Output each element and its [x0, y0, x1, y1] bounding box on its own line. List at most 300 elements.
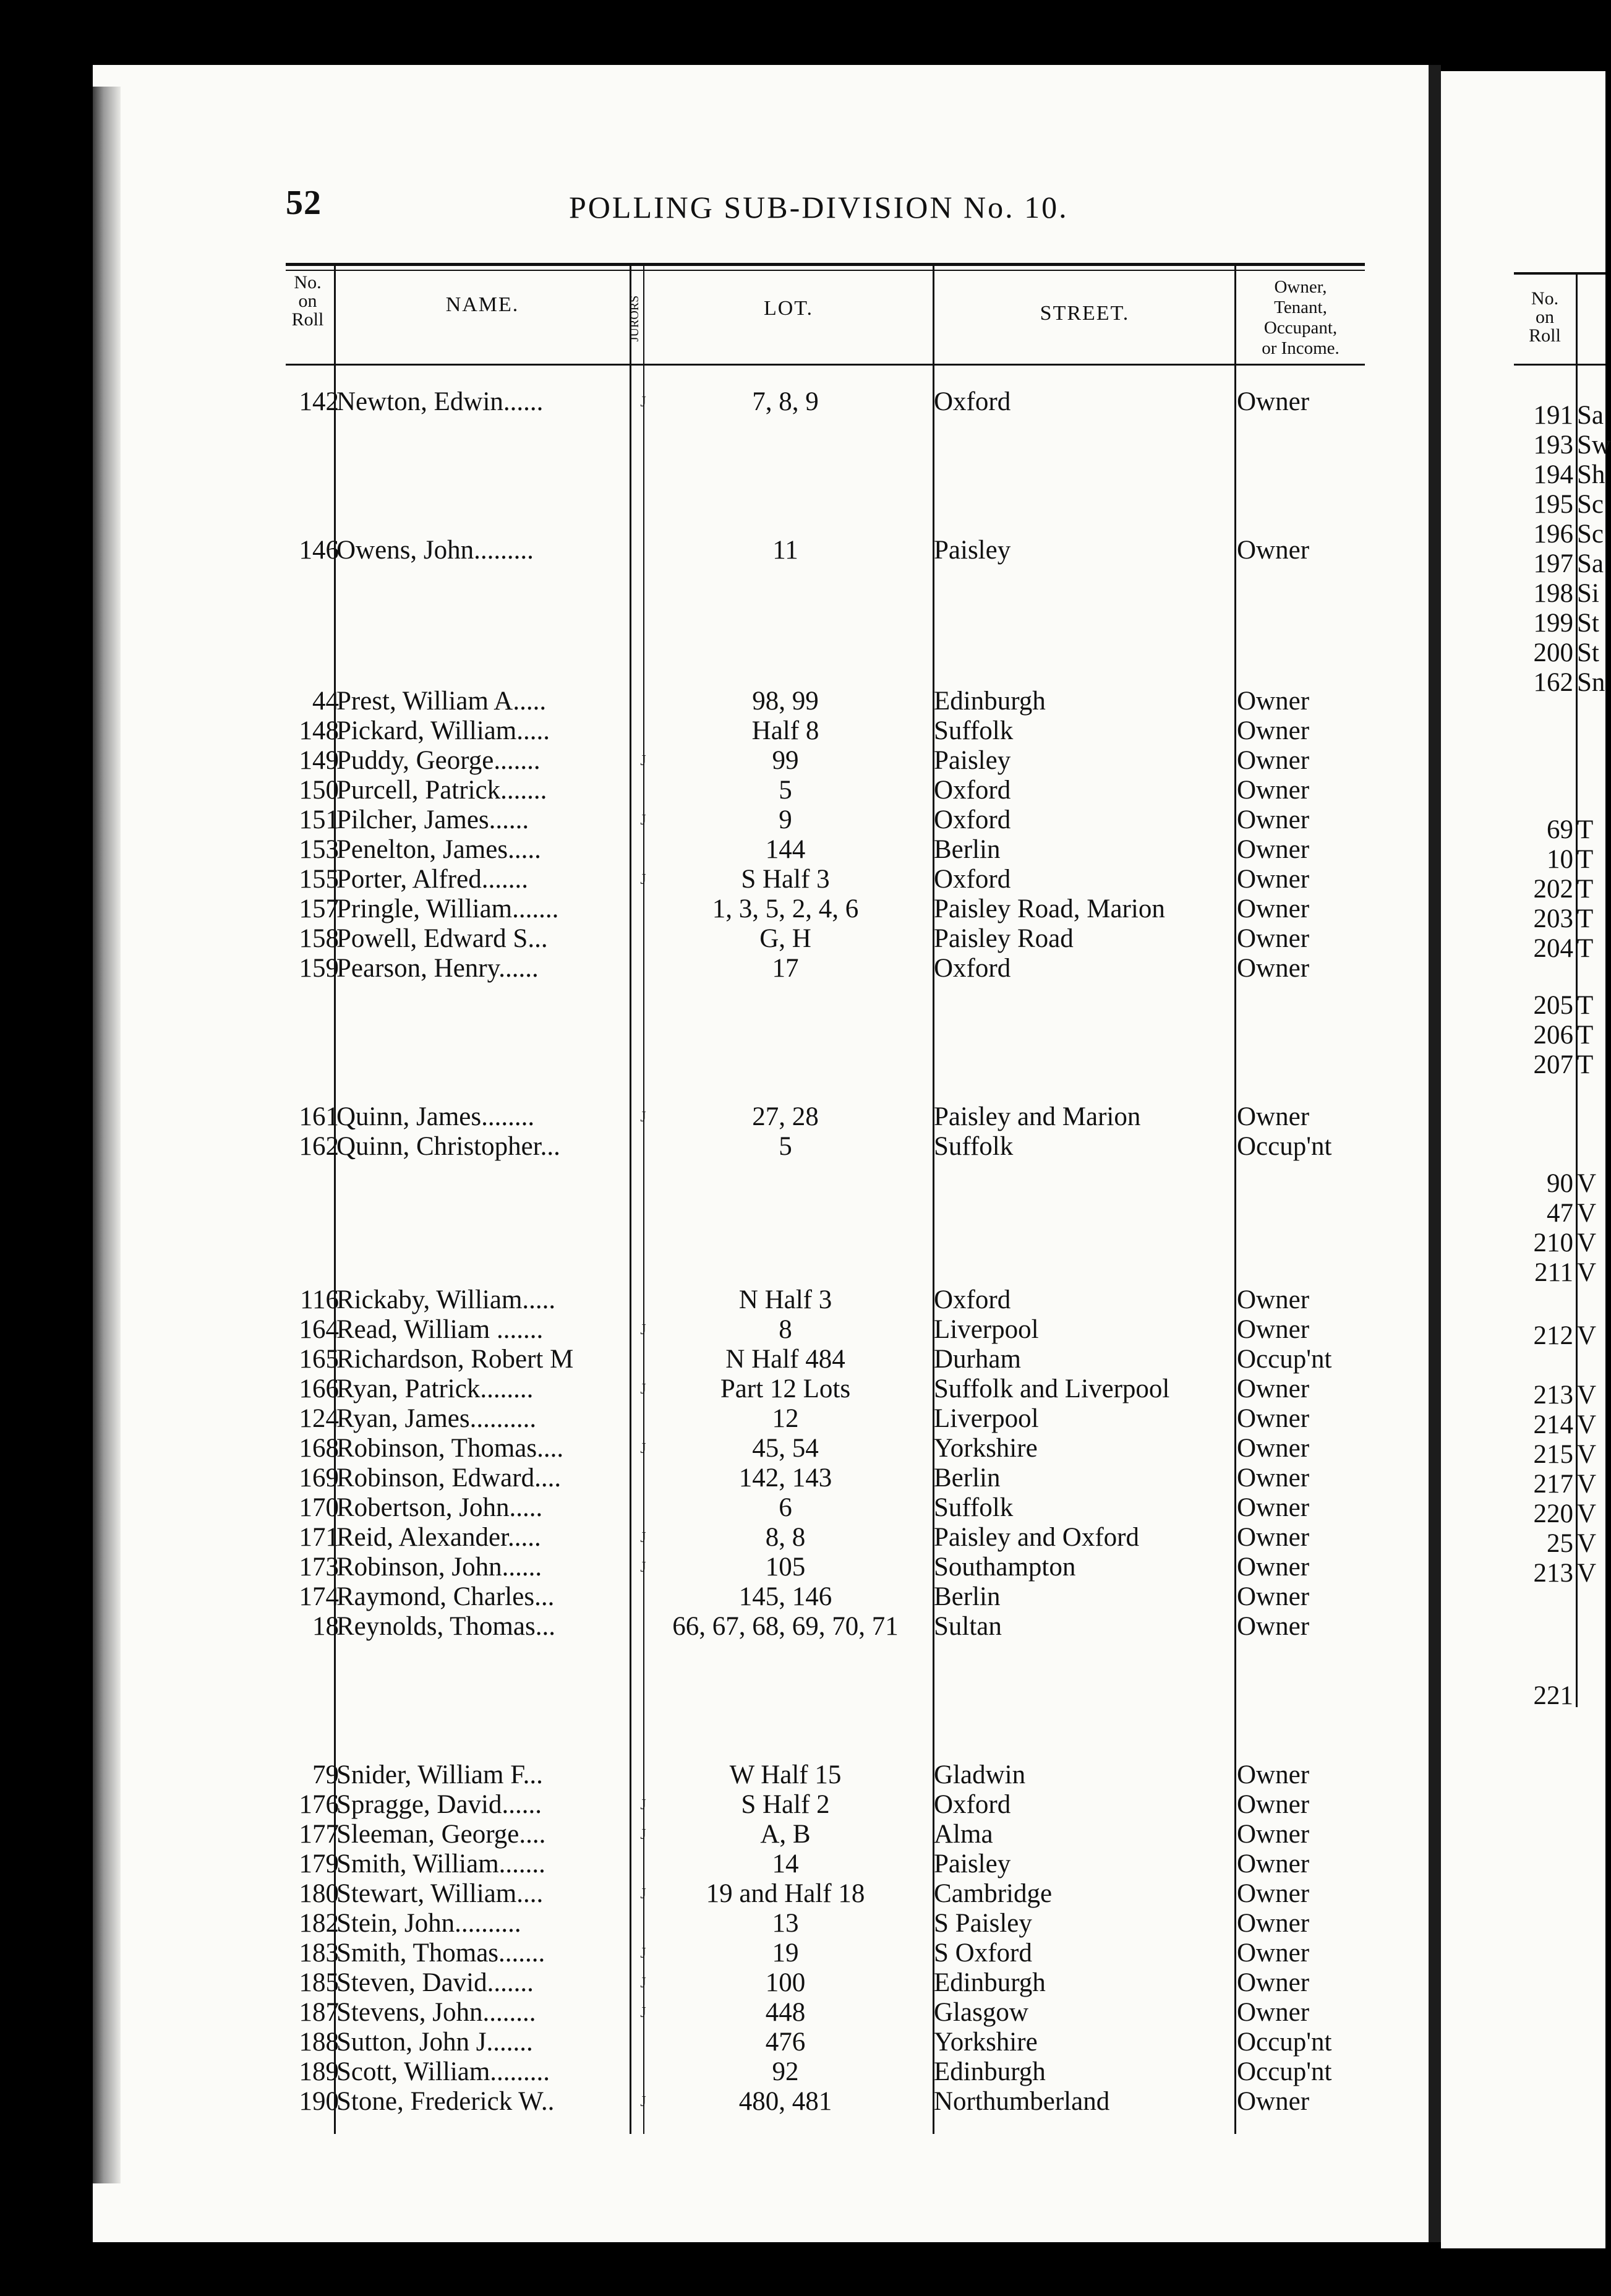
next-name-fragment: V: [1577, 1228, 1597, 1257]
voter-name: Stewart, William....: [336, 1879, 544, 1908]
lot-number: 145, 146: [738, 1582, 832, 1611]
juror-mark: J: [640, 1559, 646, 1575]
juror-mark: J: [640, 1797, 646, 1813]
street-name: Oxford: [934, 1790, 1011, 1819]
tenure-status: Owner: [1237, 746, 1310, 775]
col-header-no-on-roll: No. on Roll: [291, 272, 324, 330]
voter-name: Puddy, George.......: [336, 746, 541, 775]
next-name-fragment: V: [1577, 1499, 1597, 1528]
right-page-edge: [1441, 71, 1605, 2248]
roll-number: 190: [299, 2087, 339, 2116]
voter-name: Stein, John..........: [336, 1909, 521, 1938]
next-name-fragment: V: [1577, 1529, 1597, 1558]
lot-number: 8: [779, 1315, 792, 1344]
lot-number: 8, 8: [765, 1523, 806, 1552]
roll-number: 158: [299, 924, 339, 953]
lot-number: Half 8: [751, 716, 819, 745]
next-roll-number: 69: [1547, 815, 1573, 844]
tenure-status: Owner: [1237, 1849, 1310, 1878]
roll-number: 153: [299, 835, 339, 864]
next-roll-number: 213: [1533, 1381, 1573, 1410]
street-name: Southampton: [934, 1553, 1076, 1582]
tenure-status: Owner: [1237, 687, 1310, 716]
tenure-status: Occup'nt: [1237, 2057, 1332, 2086]
next-roll-number: 191: [1533, 401, 1573, 430]
voter-name: Pickard, William.....: [336, 716, 550, 745]
roll-number: 168: [299, 1434, 339, 1463]
col-header-jurors: JURORS: [628, 295, 641, 342]
table-row: [0, 1463, 1422, 1493]
next-name-fragment: Sc: [1577, 490, 1604, 519]
street-name: Berlin: [934, 1463, 1001, 1493]
page-title: POLLING SUB-DIVISION No. 10.: [569, 190, 1069, 225]
juror-mark: J: [640, 1886, 646, 1902]
table-row: [0, 1612, 1422, 1642]
roll-number: 79: [312, 1760, 339, 1789]
lot-number: 448: [765, 1998, 806, 2027]
street-name: Paisley: [934, 1849, 1011, 1878]
tenure-status: Owner: [1237, 1879, 1310, 1908]
next-name-fragment: T: [1577, 1021, 1594, 1050]
next-name-fragment: T: [1577, 904, 1594, 933]
table-row: [0, 1879, 1422, 1909]
table-row: [0, 835, 1422, 865]
table-row: [0, 805, 1422, 835]
roll-number: 176: [299, 1790, 339, 1819]
roll-number: 185: [299, 1968, 339, 1997]
next-name-fragment: V: [1577, 1321, 1597, 1350]
street-name: Alma: [934, 1820, 993, 1849]
tenure-status: Owner: [1237, 1493, 1310, 1522]
tenure-status: Owner: [1237, 1612, 1310, 1641]
next-name-fragment: T: [1577, 934, 1594, 963]
next-roll-number: 220: [1533, 1499, 1573, 1528]
table-row: [0, 536, 1422, 565]
street-name: Oxford: [934, 865, 1011, 894]
juror-mark: J: [640, 1975, 646, 1991]
voter-name: Robinson, Edward....: [336, 1463, 562, 1493]
street-name: Liverpool: [934, 1404, 1039, 1433]
street-name: Suffolk: [934, 716, 1014, 745]
next-name-fragment: St: [1577, 638, 1599, 667]
street-name: Edinburgh: [934, 687, 1046, 716]
next-name-fragment: Si: [1577, 579, 1599, 608]
table-row: [0, 894, 1422, 924]
voter-name: Raymond, Charles...: [336, 1582, 555, 1611]
table-row: [0, 1374, 1422, 1404]
table-row: [0, 687, 1422, 716]
next-roll-number: 215: [1533, 1440, 1573, 1469]
lot-number: S Half 2: [741, 1790, 830, 1819]
juror-mark: J: [640, 2005, 646, 2021]
street-name: Paisley: [934, 536, 1011, 565]
next-name-fragment: T: [1577, 815, 1594, 844]
juror-mark: J: [640, 1827, 646, 1843]
voter-name: Stevens, John........: [336, 1998, 536, 2027]
table-row: [0, 1909, 1422, 1938]
voter-name: Robertson, John.....: [336, 1493, 543, 1522]
lot-number: 27, 28: [752, 1102, 819, 1131]
roll-number: 187: [299, 1998, 339, 2027]
voter-name: Ryan, Patrick........: [336, 1374, 534, 1403]
next-roll-number: 200: [1533, 638, 1573, 667]
tenure-status: Owner: [1237, 1582, 1310, 1611]
tenure-status: Owner: [1237, 1938, 1310, 1968]
voter-name: Smith, Thomas.......: [336, 1938, 545, 1968]
table-row: [0, 1345, 1422, 1374]
voter-name: Robinson, Thomas....: [336, 1434, 564, 1463]
lot-number: 6: [779, 1493, 792, 1522]
voter-name: Stone, Frederick W..: [336, 2087, 555, 2116]
table-row: [0, 1553, 1422, 1582]
tenure-status: Owner: [1237, 894, 1310, 923]
next-roll-number: 198: [1533, 579, 1573, 608]
next-roll-number: 196: [1533, 520, 1573, 549]
roll-number: 164: [299, 1315, 339, 1344]
street-name: Edinburgh: [934, 2057, 1046, 2086]
lot-number: 19 and Half 18: [706, 1879, 865, 1908]
lot-number: 7, 8, 9: [752, 387, 819, 416]
next-roll-number: 199: [1533, 609, 1573, 638]
next-name-fragment: V: [1577, 1381, 1597, 1410]
juror-mark: J: [640, 1109, 646, 1125]
next-name-fragment: T: [1577, 845, 1594, 874]
next-header-top-rule: [1514, 272, 1605, 275]
lot-number: 13: [772, 1909, 799, 1938]
roll-number: 183: [299, 1938, 339, 1968]
voter-name: Spragge, David......: [336, 1790, 542, 1819]
table-row: [0, 924, 1422, 954]
lot-number: 99: [772, 746, 799, 775]
next-name-fragment: T: [1577, 875, 1594, 904]
lot-number: W Half 15: [729, 1760, 842, 1789]
table-row: [0, 954, 1422, 983]
col-header-name: NAME.: [445, 293, 519, 316]
table-row: [0, 2087, 1422, 2117]
next-roll-number: 197: [1533, 549, 1573, 578]
lot-number: 12: [772, 1404, 799, 1433]
table-row: [0, 1790, 1422, 1820]
tenure-status: Owner: [1237, 1909, 1310, 1938]
table-row: [0, 746, 1422, 776]
roll-number: 159: [299, 954, 339, 983]
street-name: Yorkshire: [934, 2028, 1038, 2057]
roll-number: 174: [299, 1582, 339, 1611]
voter-name: Quinn, Christopher...: [336, 1132, 560, 1161]
tenure-status: Owner: [1237, 536, 1310, 565]
next-roll-number: 214: [1533, 1410, 1573, 1439]
voter-name: Robinson, John......: [336, 1553, 542, 1582]
lot-number: 100: [765, 1968, 806, 1997]
lot-number: 92: [772, 2057, 799, 2086]
roll-number: 177: [299, 1820, 339, 1849]
roll-number: 179: [299, 1849, 339, 1878]
street-name: Oxford: [934, 954, 1011, 983]
tenure-status: Owner: [1237, 1998, 1310, 2027]
tenure-status: Owner: [1237, 1523, 1310, 1552]
tenure-status: Occup'nt: [1237, 1132, 1332, 1161]
lot-number: 66, 67, 68, 69, 70, 71: [672, 1612, 899, 1641]
roll-number: 124: [299, 1404, 339, 1433]
tenure-status: Owner: [1237, 1102, 1310, 1131]
next-roll-number: 210: [1533, 1228, 1573, 1257]
voter-name: Reid, Alexander.....: [336, 1523, 541, 1552]
table-row: [0, 776, 1422, 805]
tenure-status: Owner: [1237, 1553, 1310, 1582]
table-row: [0, 1938, 1422, 1968]
roll-number: 44: [312, 687, 339, 716]
table-row: [0, 1760, 1422, 1790]
lot-number: Part 12 Lots: [720, 1374, 851, 1403]
street-name: S Oxford: [934, 1938, 1032, 1968]
lot-number: 98, 99: [752, 687, 819, 716]
street-name: Northumberland: [934, 2087, 1110, 2116]
roll-number: 155: [299, 865, 339, 894]
roll-number: 189: [299, 2057, 339, 2086]
table-row: [0, 1132, 1422, 1162]
street-name: Paisley and Marion: [934, 1102, 1141, 1131]
next-roll-number: 25: [1547, 1529, 1573, 1558]
roll-number: 142: [299, 387, 339, 416]
tenure-status: Owner: [1237, 1374, 1310, 1403]
lot-number: 476: [765, 2028, 806, 2057]
next-roll-number: 202: [1533, 875, 1573, 904]
lot-number: N Half 484: [725, 1345, 845, 1374]
lot-number: 480, 481: [738, 2087, 832, 2116]
lot-number: 142, 143: [738, 1463, 832, 1493]
juror-mark: J: [640, 2094, 646, 2110]
next-roll-number: 10: [1547, 845, 1573, 874]
street-name: Cambridge: [934, 1879, 1053, 1908]
voter-name: Newton, Edwin......: [336, 387, 544, 416]
tenure-status: Owner: [1237, 1968, 1310, 1997]
voter-name: Ryan, James..........: [336, 1404, 537, 1433]
next-roll-number: 206: [1533, 1021, 1573, 1050]
tenure-status: Owner: [1237, 1404, 1310, 1433]
col-header-street: STREET.: [1040, 302, 1130, 325]
tenure-status: Occup'nt: [1237, 1345, 1332, 1374]
tenure-status: Owner: [1237, 716, 1310, 745]
next-col-header-no-on-roll: No. on Roll: [1529, 288, 1561, 346]
voter-name: Steven, David.......: [336, 1968, 534, 1997]
next-roll-number: 195: [1533, 490, 1573, 519]
roll-number: 171: [299, 1523, 339, 1552]
roll-number: 149: [299, 746, 339, 775]
street-name: Liverpool: [934, 1315, 1039, 1344]
lot-number: G, H: [759, 924, 811, 953]
roll-number: 161: [299, 1102, 339, 1131]
table-row: [0, 387, 1422, 417]
table-row: [0, 2057, 1422, 2087]
street-name: Suffolk: [934, 1493, 1014, 1522]
table-row: [0, 1285, 1422, 1315]
voter-name: Owens, John.........: [336, 536, 534, 565]
next-roll-number: 212: [1533, 1321, 1573, 1350]
street-name: Paisley Road: [934, 924, 1074, 953]
tenure-status: Owner: [1237, 1820, 1310, 1849]
roll-number: 166: [299, 1374, 339, 1403]
roll-number: 148: [299, 716, 339, 745]
lot-number: 5: [779, 1132, 792, 1161]
voter-name: Pearson, Henry......: [336, 954, 539, 983]
next-name-fragment: Sn: [1577, 668, 1605, 697]
street-name: Gladwin: [934, 1760, 1026, 1789]
street-name: Oxford: [934, 1285, 1011, 1314]
street-name: Paisley Road, Marion: [934, 894, 1165, 923]
next-roll-number: 205: [1533, 991, 1573, 1020]
tenure-status: Owner: [1237, 387, 1310, 416]
col-header-owner: Owner, Tenant, Occupant, or Income.: [1262, 277, 1340, 358]
roll-number: 169: [299, 1463, 339, 1493]
voter-name: Read, William .......: [336, 1315, 544, 1344]
lot-number: 9: [779, 805, 792, 834]
table-row: [0, 1968, 1422, 1998]
next-name-fragment: V: [1577, 1169, 1597, 1198]
juror-mark: J: [640, 812, 646, 828]
street-name: Glasgow: [934, 1998, 1028, 2027]
street-name: Oxford: [934, 776, 1011, 805]
next-roll-number: 47: [1547, 1199, 1573, 1228]
tenure-status: Owner: [1237, 2087, 1310, 2116]
street-name: Durham: [934, 1345, 1021, 1374]
juror-mark: J: [640, 872, 646, 888]
next-roll-number: 217: [1533, 1470, 1573, 1499]
roll-number: 162: [299, 1132, 339, 1161]
table-row: [0, 2028, 1422, 2057]
next-roll-number: 90: [1547, 1169, 1573, 1198]
street-name: Paisley and Oxford: [934, 1523, 1139, 1552]
tenure-status: Owner: [1237, 1434, 1310, 1463]
next-name-fragment: V: [1577, 1470, 1597, 1499]
next-name-fragment: Sh: [1577, 460, 1605, 489]
street-name: S Paisley: [934, 1909, 1032, 1938]
voter-name: Richardson, Robert M: [336, 1345, 574, 1374]
lot-number: 45, 54: [752, 1434, 819, 1463]
voter-name: Scott, William.........: [336, 2057, 550, 2086]
voter-name: Powell, Edward S...: [336, 924, 548, 953]
street-name: Berlin: [934, 835, 1001, 864]
street-name: Oxford: [934, 387, 1011, 416]
tenure-status: Owner: [1237, 1790, 1310, 1819]
street-name: Edinburgh: [934, 1968, 1046, 1997]
table-row: [0, 1315, 1422, 1345]
lot-number: 5: [779, 776, 792, 805]
street-name: Suffolk and Liverpool: [934, 1374, 1170, 1403]
table-row: [0, 1102, 1422, 1132]
roll-number: 188: [299, 2028, 339, 2057]
next-name-fragment: Sc: [1577, 520, 1604, 549]
roll-number: 170: [299, 1493, 339, 1522]
roll-number: 182: [299, 1909, 339, 1938]
street-name: Suffolk: [934, 1132, 1014, 1161]
next-name-fragment: Sa: [1577, 549, 1604, 578]
next-name-fragment: V: [1577, 1258, 1597, 1287]
page-number: 52: [286, 184, 322, 222]
table-row: [0, 1404, 1422, 1434]
voter-name: Rickaby, William.....: [336, 1285, 556, 1314]
table-row: [0, 716, 1422, 746]
table-row: [0, 1523, 1422, 1553]
tenure-status: Owner: [1237, 776, 1310, 805]
next-name-fragment: V: [1577, 1410, 1597, 1439]
table-row: [0, 1582, 1422, 1612]
roll-number: 173: [299, 1553, 339, 1582]
juror-mark: J: [640, 1441, 646, 1457]
tenure-status: Occup'nt: [1237, 2028, 1332, 2057]
lot-number: 1, 3, 5, 2, 4, 6: [712, 894, 859, 923]
tenure-status: Owner: [1237, 805, 1310, 834]
voter-name: Snider, William F...: [336, 1760, 543, 1789]
next-roll-number: 204: [1533, 934, 1573, 963]
roll-number: 18: [312, 1612, 339, 1641]
juror-mark: J: [640, 394, 646, 410]
roll-number: 180: [299, 1879, 339, 1908]
juror-mark: J: [640, 1322, 646, 1338]
voter-name: Sleeman, George....: [336, 1820, 546, 1849]
voter-name: Pringle, William.......: [336, 894, 559, 923]
juror-mark: J: [640, 1381, 646, 1397]
roll-number: 116: [300, 1285, 339, 1314]
lot-number: A, B: [760, 1820, 811, 1849]
lot-number: 105: [765, 1553, 806, 1582]
next-roll-number: 194: [1533, 460, 1573, 489]
voter-name: Porter, Alfred.......: [336, 865, 528, 894]
next-name-fragment: V: [1577, 1559, 1597, 1588]
voter-name: Quinn, James........: [336, 1102, 535, 1131]
next-roll-number: 193: [1533, 430, 1573, 460]
next-roll-number: 162: [1533, 668, 1573, 697]
table-row: [0, 1820, 1422, 1849]
next-name-fragment: V: [1577, 1199, 1597, 1228]
next-roll-number: 213: [1533, 1559, 1573, 1588]
header-bottom-rule-right: [1514, 364, 1605, 366]
col-header-lot: LOT.: [763, 297, 814, 320]
next-roll-number: 203: [1533, 904, 1573, 933]
juror-mark: J: [640, 753, 646, 769]
roll-number: 157: [299, 894, 339, 923]
tenure-status: Owner: [1237, 835, 1310, 864]
lot-number: 17: [772, 954, 799, 983]
roll-number: 146: [299, 536, 339, 565]
next-name-fragment: T: [1577, 991, 1594, 1020]
voter-name: Pilcher, James......: [336, 805, 529, 834]
roll-number: 165: [299, 1345, 339, 1374]
tenure-status: Owner: [1237, 1315, 1310, 1344]
roll-number: 151: [299, 805, 339, 834]
next-name-fragment: V: [1577, 1440, 1597, 1469]
juror-mark: J: [640, 1530, 646, 1546]
lot-number: 19: [772, 1938, 799, 1968]
header-bottom-rule: [286, 364, 1365, 366]
next-roll-number: 221: [1533, 1681, 1573, 1710]
street-name: Oxford: [934, 805, 1011, 834]
voter-name: Prest, William A.....: [336, 687, 547, 716]
header-top-rule-thin: [286, 270, 1365, 271]
next-name-fragment: Sa: [1577, 401, 1604, 430]
lot-number: S Half 3: [741, 865, 830, 894]
lot-number: 14: [772, 1849, 799, 1878]
tenure-status: Owner: [1237, 1285, 1310, 1314]
page-gutter: [1429, 65, 1441, 2242]
tenure-status: Owner: [1237, 1463, 1310, 1493]
voter-name: Penelton, James.....: [336, 835, 541, 864]
lot-number: N Half 3: [738, 1285, 832, 1314]
header-top-rule: [286, 263, 1365, 266]
tenure-status: Owner: [1237, 865, 1310, 894]
lot-number: 11: [772, 536, 798, 565]
street-name: Sultan: [934, 1612, 1002, 1641]
street-name: Paisley: [934, 746, 1011, 775]
